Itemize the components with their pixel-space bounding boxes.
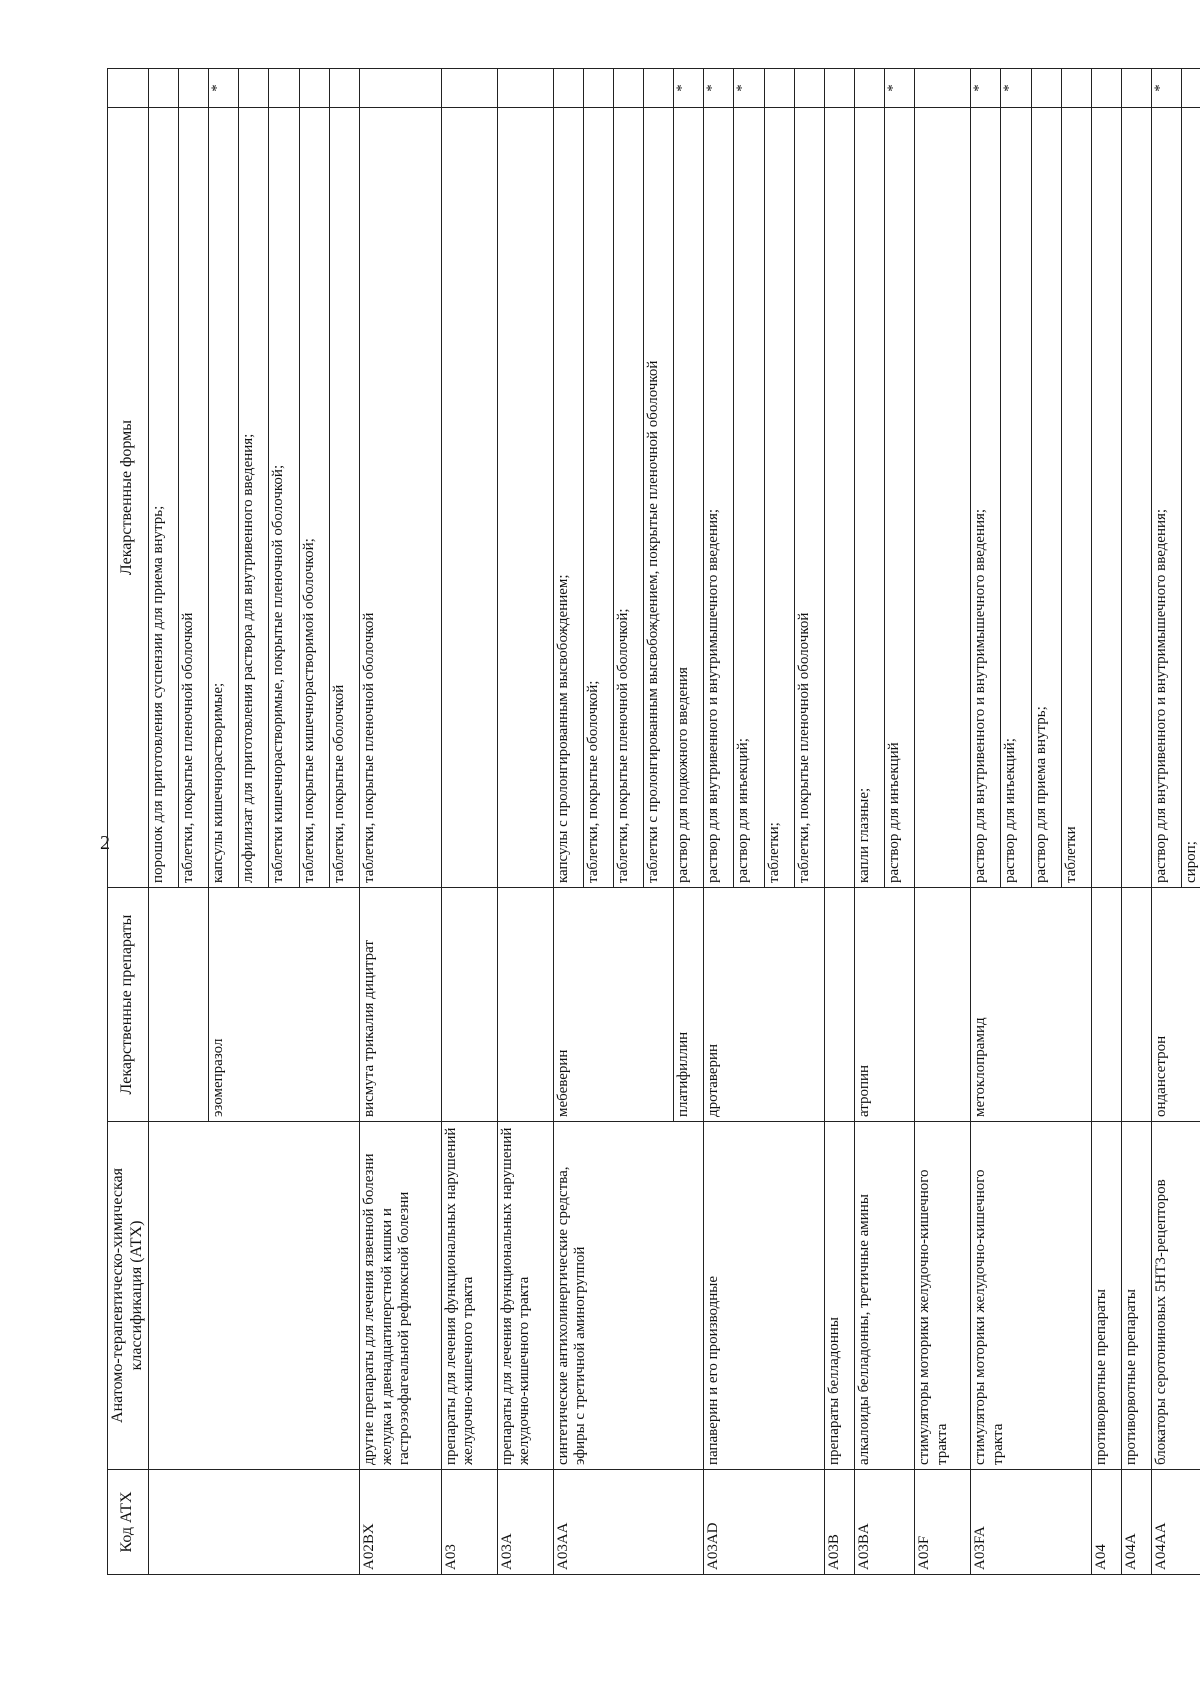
rotated-table-wrapper xyxy=(107,69,1200,1575)
cell-star xyxy=(269,69,299,108)
table-row xyxy=(855,69,885,1575)
cell-form: раствор для приема внутрь; xyxy=(1031,108,1061,888)
cell-form: таблетки, покрытые пленочной оболочкой xyxy=(359,108,441,888)
cell-form: раствор для внутривенного и внутримышечного введения; xyxy=(1152,108,1182,888)
cell-form: раствор для внутривенного и внутримышечного введения; xyxy=(704,108,734,888)
cell-drug xyxy=(1091,888,1121,1122)
cell-drug xyxy=(148,888,208,1122)
cell-drug xyxy=(824,888,854,1122)
table-row xyxy=(148,69,178,1575)
cell-form: раствор для инъекций xyxy=(885,108,915,888)
cell-code: A04 xyxy=(1091,1470,1121,1575)
cell-drug: дротаверин xyxy=(704,888,825,1122)
cell-star xyxy=(915,69,971,108)
table-row xyxy=(497,69,553,1575)
cell-code: A03 xyxy=(441,1470,497,1575)
cell-classification: противорвотные препараты xyxy=(1091,1122,1121,1470)
cell-form xyxy=(824,108,854,888)
cell-form: таблетки с пролонгированным высвобождением, покрытые пленочной оболочкой xyxy=(643,108,673,888)
cell-classification: синтетические антихолинергические средства, эфиры с третичной аминогруппой xyxy=(553,1122,704,1470)
cell-star xyxy=(178,69,208,108)
cell-form xyxy=(1091,108,1121,888)
page-number: 2 xyxy=(100,832,110,854)
cell-star xyxy=(441,69,497,108)
cell-form: раствор для инъекций; xyxy=(734,108,764,888)
table-row xyxy=(1122,69,1152,1575)
cell-form: капли глазные; xyxy=(855,108,885,888)
cell-form: капсулы кишечнорастворимые; xyxy=(209,108,239,888)
table-row xyxy=(704,69,734,1575)
cell-form: лиофилизат для приготовления раствора для внутривенного введения; xyxy=(239,108,269,888)
table-row xyxy=(359,69,441,1575)
cell-code: A03FA xyxy=(971,1470,1092,1575)
cell-classification: стимуляторы моторики желудочно-кишечного тракта xyxy=(915,1122,971,1470)
header-row xyxy=(108,69,149,1575)
cell-drug xyxy=(497,888,553,1122)
cell-classification: противорвотные препараты xyxy=(1122,1122,1152,1470)
cell-code xyxy=(148,1470,359,1575)
cell-form: раствор для подкожного введения xyxy=(674,108,704,888)
cell-drug: эзомепразол xyxy=(209,888,360,1122)
cell-form: таблетки, покрытые пленочной оболочкой; xyxy=(613,108,643,888)
cell-star: * xyxy=(674,69,704,108)
drug-table xyxy=(107,68,1200,1575)
cell-classification xyxy=(148,1122,359,1470)
cell-star xyxy=(764,69,794,108)
table-row xyxy=(915,69,971,1575)
cell-star xyxy=(1091,69,1121,108)
cell-drug: атропин xyxy=(855,888,915,1122)
cell-classification: препараты белладонны xyxy=(824,1122,854,1470)
cell-star xyxy=(148,69,178,108)
cell-form: таблетки, покрытые оболочкой xyxy=(329,108,359,888)
cell-form: порошок для приготовления суспензии для приема внутрь; xyxy=(148,108,178,888)
cell-form: раствор для внутривенного и внутримышечного введения; xyxy=(971,108,1001,888)
table-row xyxy=(1152,69,1182,1575)
table-row xyxy=(824,69,854,1575)
cell-form: таблетки; xyxy=(764,108,794,888)
header-code: Код АТХ xyxy=(108,1470,149,1575)
cell-form xyxy=(915,108,971,888)
cell-drug: мебеверин xyxy=(553,888,674,1122)
cell-star xyxy=(1061,69,1091,108)
cell-star xyxy=(359,69,441,108)
cell-form: таблетки, покрытые пленочной оболочкой xyxy=(794,108,824,888)
cell-drug: висмута трикалия дицитрат xyxy=(359,888,441,1122)
cell-star xyxy=(299,69,329,108)
cell-code: A03BA xyxy=(855,1470,915,1575)
cell-form: таблетки, покрытые кишечнорастворимой оболочкой; xyxy=(299,108,329,888)
cell-classification: блокаторы серотониновых 5HT3-рецепторов xyxy=(1152,1122,1200,1470)
cell-code: A03B xyxy=(824,1470,854,1575)
cell-form: сироп; xyxy=(1182,108,1200,888)
cell-star: * xyxy=(1152,69,1182,108)
cell-drug: метоклопрамид xyxy=(971,888,1092,1122)
cell-form: раствор для инъекций; xyxy=(1001,108,1031,888)
cell-star xyxy=(329,69,359,108)
cell-star: * xyxy=(885,69,915,108)
cell-form xyxy=(497,108,553,888)
table-row xyxy=(553,69,583,1575)
header-drugs: Лекарственные препараты xyxy=(108,888,149,1122)
cell-form: таблетки кишечнорастворимые, покрытые пленочной оболочкой; xyxy=(269,108,299,888)
cell-drug: платифиллин xyxy=(674,888,704,1122)
cell-form: таблетки, покрытые оболочкой; xyxy=(583,108,613,888)
cell-form: таблетки, покрытые пленочной оболочкой xyxy=(178,108,208,888)
cell-star xyxy=(1031,69,1061,108)
cell-star xyxy=(794,69,824,108)
table-header xyxy=(108,69,149,1575)
cell-classification: стимуляторы моторики желудочно-кишечного тракта xyxy=(971,1122,1092,1470)
cell-star xyxy=(553,69,583,108)
cell-code: A04AA xyxy=(1152,1470,1200,1575)
cell-code: A03AA xyxy=(553,1470,704,1575)
cell-code: A03AD xyxy=(704,1470,825,1575)
cell-star xyxy=(643,69,673,108)
cell-drug xyxy=(915,888,971,1122)
cell-form xyxy=(441,108,497,888)
cell-drug xyxy=(1122,888,1152,1122)
cell-star: * xyxy=(704,69,734,108)
cell-classification: папаверин и его производные xyxy=(704,1122,825,1470)
cell-code: A04A xyxy=(1122,1470,1152,1575)
cell-star xyxy=(613,69,643,108)
cell-code: A02BX xyxy=(359,1470,441,1575)
cell-classification: алкалоиды белладонны, третичные амины xyxy=(855,1122,915,1470)
cell-code: A03F xyxy=(915,1470,971,1575)
cell-star: * xyxy=(734,69,764,108)
cell-classification: другие препараты для лечения язвенной болезни желудка и двенадцатиперстной кишки и гастроэзофагеальной рефлюксной болезни xyxy=(359,1122,441,1470)
header-classification: Анатомо-терапевтическо-химическая классификация (АТХ) xyxy=(108,1122,149,1470)
table-row xyxy=(1091,69,1121,1575)
cell-star xyxy=(583,69,613,108)
cell-star xyxy=(1122,69,1152,108)
header-star xyxy=(108,69,149,108)
cell-classification: препараты для лечения функциональных нарушений желудочно-кишечного тракта xyxy=(441,1122,497,1470)
cell-star xyxy=(855,69,885,108)
cell-classification: препараты для лечения функциональных нарушений желудочно-кишечного тракта xyxy=(497,1122,553,1470)
table-body xyxy=(148,69,1200,1575)
cell-star: * xyxy=(971,69,1001,108)
cell-star xyxy=(824,69,854,108)
cell-form: таблетки xyxy=(1061,108,1091,888)
cell-star: * xyxy=(1001,69,1031,108)
cell-star xyxy=(239,69,269,108)
header-forms: Лекарственные формы xyxy=(108,108,149,888)
cell-code: A03A xyxy=(497,1470,553,1575)
table-row xyxy=(971,69,1001,1575)
cell-star: * xyxy=(209,69,239,108)
cell-star xyxy=(497,69,553,108)
cell-drug xyxy=(441,888,497,1122)
cell-form xyxy=(1122,108,1152,888)
table-row xyxy=(441,69,497,1575)
cell-star xyxy=(1182,69,1200,108)
cell-form: капсулы с пролонгированным высвобождением; xyxy=(553,108,583,888)
cell-drug: ондансетрон xyxy=(1152,888,1200,1122)
